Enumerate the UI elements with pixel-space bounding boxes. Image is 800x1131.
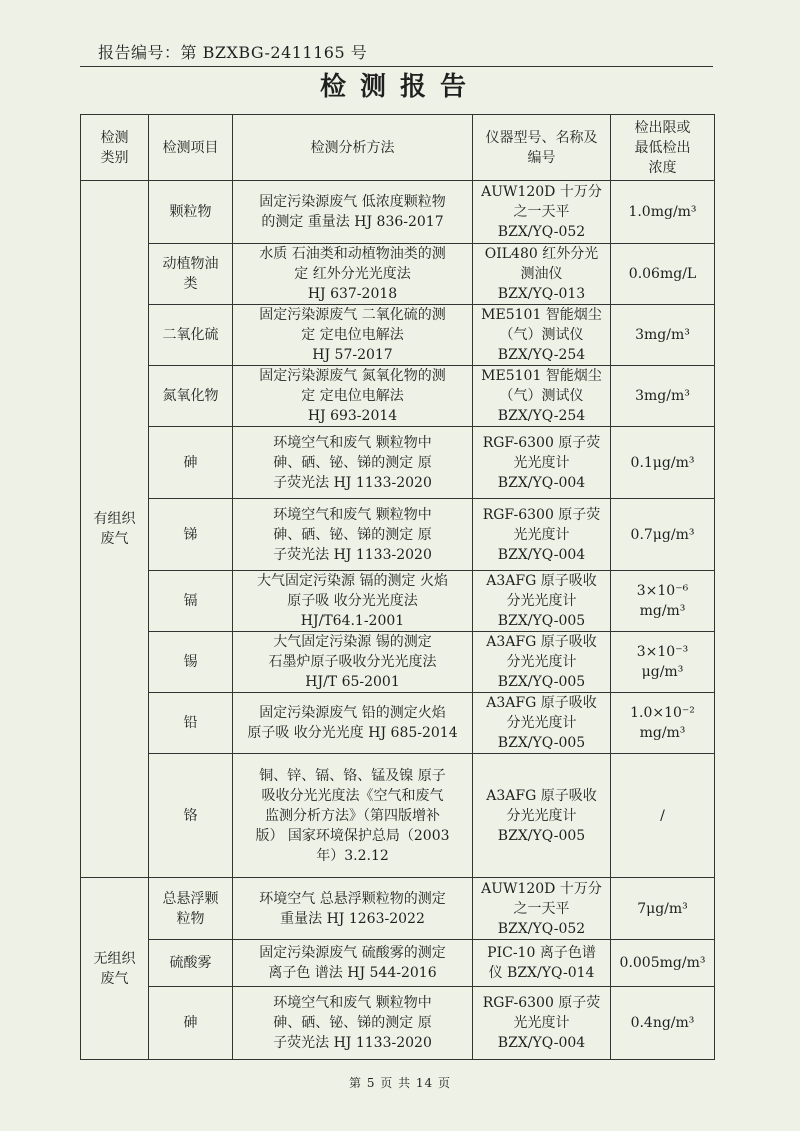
item-cell: 二氧化硫	[149, 305, 233, 366]
report-number: 报告编号：第 BZXBG-2411165 号	[98, 43, 368, 62]
instrument-cell: AUW120D 十万分 之一天平 BZX/YQ-052	[473, 878, 611, 940]
table-row	[81, 181, 715, 244]
method-cell: 水质 石油类和动植物油类的测 定 红外分光光度法 HJ 637-2018	[233, 244, 473, 305]
header-instrument: 仪器型号、名称及 编号	[473, 115, 611, 181]
method-cell: 大气固定污染源 镉的测定 火焰 原子吸 收分光光度法 HJ/T64.1-2001	[233, 571, 473, 632]
table-row	[81, 878, 715, 940]
table-row	[81, 632, 715, 693]
item-cell: 镉	[149, 571, 233, 632]
item-cell: 铬	[149, 754, 233, 878]
header-item: 检测项目	[149, 115, 233, 181]
category-cell: 无组织 废气	[81, 878, 149, 1060]
method-cell: 固定污染源废气 二氧化硫的测 定 定电位电解法 HJ 57-2017	[233, 305, 473, 366]
item-cell: 锑	[149, 499, 233, 571]
header-limit: 检出限或 最低检出 浓度	[611, 115, 715, 181]
limit-cell: 0.4ng/m³	[611, 987, 715, 1060]
item-cell: 颗粒物	[149, 181, 233, 244]
limit-cell: 7μg/m³	[611, 878, 715, 940]
header-category: 检测 类别	[81, 115, 149, 181]
item-cell: 氮氧化物	[149, 366, 233, 427]
instrument-cell: A3AFG 原子吸收 分光光度计 BZX/YQ-005	[473, 693, 611, 754]
method-cell: 固定污染源废气 氮氧化物的测 定 定电位电解法 HJ 693-2014	[233, 366, 473, 427]
limit-cell: 3mg/m³	[611, 305, 715, 366]
item-cell: 锡	[149, 632, 233, 693]
instrument-cell: RGF-6300 原子荧 光光度计 BZX/YQ-004	[473, 499, 611, 571]
test-method-table	[80, 114, 715, 1060]
table-row	[81, 499, 715, 571]
limit-cell: 3×10⁻³ μg/m³	[611, 632, 715, 693]
instrument-cell: ME5101 智能烟尘 （气）测试仪 BZX/YQ-254	[473, 305, 611, 366]
instrument-cell: A3AFG 原子吸收 分光光度计 BZX/YQ-005	[473, 632, 611, 693]
table-row	[81, 366, 715, 427]
limit-cell: 0.06mg/L	[611, 244, 715, 305]
page-title: 检测报告	[319, 72, 480, 102]
table-row	[81, 571, 715, 632]
item-cell: 砷	[149, 427, 233, 499]
instrument-cell: ME5101 智能烟尘 （气）测试仪 BZX/YQ-254	[473, 366, 611, 427]
instrument-cell: A3AFG 原子吸收 分光光度计 BZX/YQ-005	[473, 571, 611, 632]
item-cell: 铅	[149, 693, 233, 754]
page-number: 第 5 页 共 14 页	[349, 1076, 451, 1090]
method-cell: 环境空气 总悬浮颗粒物的测定 重量法 HJ 1263-2022	[233, 878, 473, 940]
item-cell: 动植物油 类	[149, 244, 233, 305]
instrument-cell: RGF-6300 原子荧 光光度计 BZX/YQ-004	[473, 987, 611, 1060]
table-row	[81, 427, 715, 499]
limit-cell: 1.0×10⁻² mg/m³	[611, 693, 715, 754]
instrument-cell: RGF-6300 原子荧 光光度计 BZX/YQ-004	[473, 427, 611, 499]
table-row	[81, 305, 715, 366]
limit-cell: 3mg/m³	[611, 366, 715, 427]
table-row	[81, 940, 715, 987]
header-method: 检测分析方法	[233, 115, 473, 181]
instrument-cell: AUW120D 十万分 之一天平 BZX/YQ-052	[473, 181, 611, 244]
item-cell: 总悬浮颗 粒物	[149, 878, 233, 940]
limit-cell: 1.0mg/m³	[611, 181, 715, 244]
method-cell: 环境空气和废气 颗粒物中 砷、硒、铋、锑的测定 原 子荧光法 HJ 1133-2020	[233, 987, 473, 1060]
limit-cell: 3×10⁻⁶ mg/m³	[611, 571, 715, 632]
method-cell: 环境空气和废气 颗粒物中 砷、硒、铋、锑的测定 原 子荧光法 HJ 1133-2020	[233, 499, 473, 571]
instrument-cell: A3AFG 原子吸收 分光光度计 BZX/YQ-005	[473, 754, 611, 878]
table-row	[81, 693, 715, 754]
item-cell: 砷	[149, 987, 233, 1060]
instrument-cell: OIL480 红外分光 测油仪 BZX/YQ-013	[473, 244, 611, 305]
limit-cell: 0.1μg/m³	[611, 427, 715, 499]
table-row	[81, 987, 715, 1060]
limit-cell: 0.005mg/m³	[611, 940, 715, 987]
limit-cell: 0.7μg/m³	[611, 499, 715, 571]
table-header-row	[81, 115, 715, 181]
table-row	[81, 244, 715, 305]
method-cell: 铜、锌、镉、铬、锰及镍 原子 吸收分光光度法《空气和废气 监测分析方法》（第四版增补 版） 国家环境保护总局（2003 年）3.2.12	[233, 754, 473, 878]
method-cell: 环境空气和废气 颗粒物中 砷、硒、铋、锑的测定 原 子荧光法 HJ 1133-2020	[233, 427, 473, 499]
method-cell: 固定污染源废气 低浓度颗粒物 的测定 重量法 HJ 836-2017	[233, 181, 473, 244]
method-cell: 固定污染源废气 硫酸雾的测定 离子色 谱法 HJ 544-2016	[233, 940, 473, 987]
method-cell: 固定污染源废气 铅的测定火焰 原子吸 收分光光度 HJ 685-2014	[233, 693, 473, 754]
item-cell: 硫酸雾	[149, 940, 233, 987]
method-cell: 大气固定污染源 锡的测定 石墨炉原子吸收分光光度法 HJ/T 65-2001	[233, 632, 473, 693]
instrument-cell: PIC-10 离子色谱 仪 BZX/YQ-014	[473, 940, 611, 987]
category-cell: 有组织 废气	[81, 181, 149, 878]
limit-cell: /	[611, 754, 715, 878]
table-row	[81, 754, 715, 878]
